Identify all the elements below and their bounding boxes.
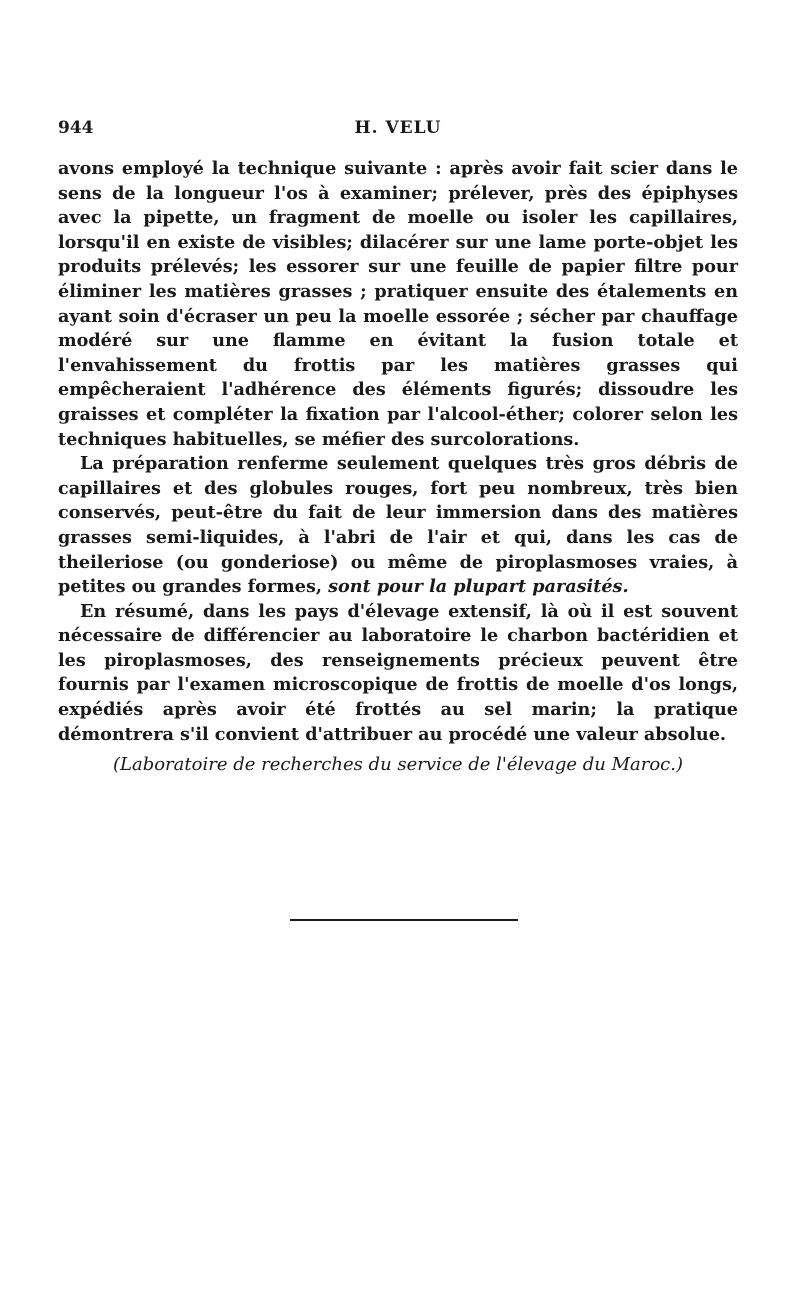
end-rule bbox=[290, 919, 518, 921]
article-body bbox=[58, 157, 738, 747]
affiliation-note: (Laboratoire de recherches du service de l'élevage du Maroc.) bbox=[112, 754, 683, 775]
running-head-author: H. VELU bbox=[354, 118, 442, 138]
paragraph-summary: En résumé, dans les pays d'élevage extensif, là où il est souvent nécessaire de différencier au laboratoire le charbon bactéridien et les piroplasmoses, des renseignements précieux peuvent être fournis par l'examen microscopique de frottis de moelle d'os longs, expédiés après avoir été frottés au sel marin; la pratique démontrera s'il convient d'attribuer au procédé une valeur absolue. bbox=[58, 600, 738, 745]
paragraph-preparation bbox=[58, 452, 738, 600]
paragraph-preparation-italic: sont pour la plupart parasités. bbox=[328, 576, 629, 598]
page-number: 944 bbox=[58, 118, 94, 138]
paragraph-preparation-text: La préparation renferme seulement quelques très gros débris de capillaires et des globules rouges, fort peu nombreux, très bien conservés, peut-être du fait de leur immersion dans des matières grasses semi-liquides, à l'abri de l'air et qui, dans les cas de theileriose (ou gonderiose) ou même de piroplasmoses vraies, à petites ou grandes formes, bbox=[58, 453, 738, 598]
paragraph-technique: avons employé la technique suivante : après avoir fait scier dans le sens de la longueur l'os à examiner; prélever, près des épiphyses avec la pipette, un fragment de moelle ou isoler les capillaires, lorsqu'il en existe de visibles; dilacérer sur une lame porte-objet les produits prélevés; les essorer sur une feuille de papier filtre pour éliminer les matières grasses ; pratiquer ensuite des étalements en ayant soin d'écraser un peu la moelle essorée ; sécher par chauffage modéré sur une flamme en évitant la fusion totale et l'envahissement du frottis par les matières grasses qui empêcheraient l'adhérence des éléments figurés; dissoudre les graisses et compléter la fixation par l'alcool-éther; colorer selon les techniques habituelles, se méfier des surcolorations. bbox=[58, 158, 738, 450]
page-header bbox=[58, 118, 738, 148]
